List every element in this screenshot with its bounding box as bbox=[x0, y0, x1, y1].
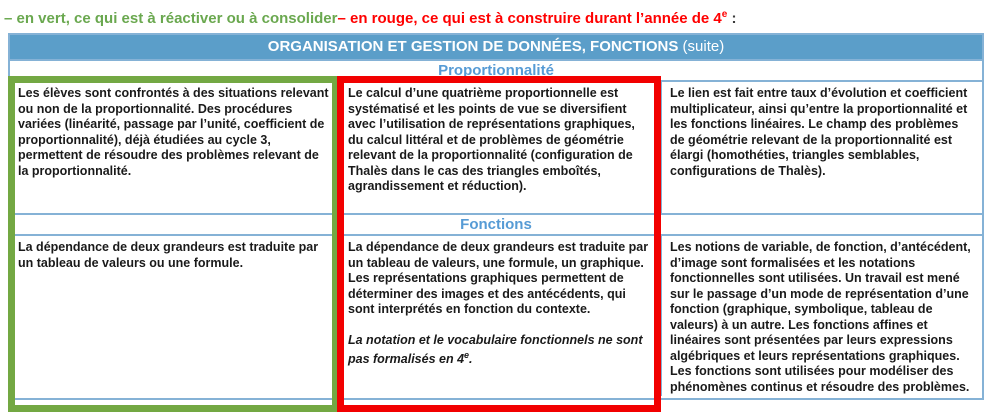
cell-fonctions-suite-cycle: Les notions de variable, de fonction, d’antécédent, d’image sont formalisées et les notations fonctionnelles sont utilisées. Un travail est mené sur le passage d’un mode de représentation d’une fonction (graphique, symbolique, tableau de valeurs) à un autre. Les fonctions affines et linéaires sont présentées par leurs expressions algébriques et leurs représentations graphiques. Les fonctions sont utilisées pour modéliser des phénomènes continus et résoudre des problèmes. bbox=[660, 236, 982, 396]
table-title-suffix: (suite) bbox=[682, 38, 725, 55]
table-title-main: ORGANISATION ET GESTION DE DONNÉES, FONCTIONS bbox=[267, 38, 683, 55]
cell-fonctions-reactiver: La dépendance de deux grandeurs est traduite par un tableau de valeurs ou une formule. bbox=[18, 240, 319, 270]
legend bbox=[0, 0, 996, 29]
cell-fonctions-construire-paragraph: La dépendance de deux grandeurs est traduite par un tableau de valeurs, une formule, un graphique. Les représentations graphiques permettent de déterminer des images et des antécédents, qui sont interprétés en fonction du contexte. bbox=[348, 240, 649, 316]
row-proportionnalite bbox=[10, 82, 982, 213]
legend-green-text: – en vert, ce qui est à réactiver ou à consolider bbox=[4, 10, 338, 27]
cell-proportionnalite-suite-cycle: Le lien est fait entre taux d’évolution et coefficient multiplicateur, ainsi qu’entre la proportionnalité et les fonctions linéaires. Le champ des problèmes de géométrie relevant de la proportionnalité est élargi (homothéties, triangles semblables, configurations de Thalès). bbox=[660, 82, 982, 213]
cell-fonctions-construire-note: La notation et le vocabulaire fonctionnels ne sont pas formalisés en 4e. bbox=[348, 332, 643, 367]
section-header-fonctions: Fonctions bbox=[10, 213, 982, 236]
table-title bbox=[10, 35, 982, 59]
legend-red-superscript: e bbox=[721, 9, 728, 20]
row-fonctions bbox=[10, 236, 982, 396]
legend-colon: : bbox=[727, 10, 737, 27]
curriculum-table bbox=[8, 33, 984, 400]
legend-red-text: – en rouge, ce qui est à construire durant l’année de 4 bbox=[337, 10, 722, 27]
section-header-proportionnalite: Proportionnalité bbox=[10, 59, 982, 82]
cell-fonctions-construire bbox=[338, 236, 660, 396]
cell-proportionnalite-construire: Le calcul d’une quatrième proportionnelle est systématisé et les points de vue se diversifient avec l’utilisation de représentations graphiques, du calcul littéral et de problèmes de géométrie relevant de la proportionnalité (configuration de Thalès dans le cas des triangles emboîtés, agrandissement et réduction). bbox=[338, 82, 660, 213]
cell-proportionnalite-reactiver: Les élèves sont confrontés à des situations relevant ou non de la proportionnalité. Des procédures variées (linéarité, passage par l’unité, coefficient de proportionnalité), déjà étudiées au cycle 3, permettent de résoudre des problèmes relevant de la proportionnalité. bbox=[18, 86, 329, 178]
